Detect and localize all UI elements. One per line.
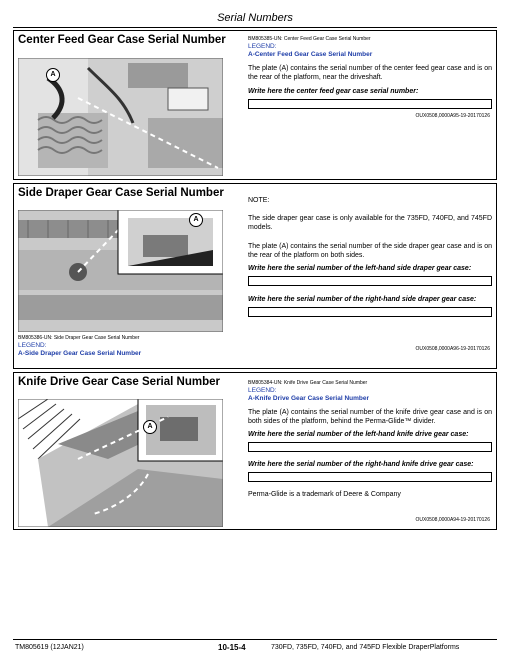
trademark-note: Perma-Glide is a trademark of Deere & Company [248, 491, 401, 498]
knife-drive-gear-case-image [18, 399, 223, 527]
right-serial-number-field[interactable] [248, 307, 492, 317]
write-prompt-right: Write here the serial number of the right-hand side draper gear case: [248, 296, 477, 303]
page-header [13, 8, 497, 28]
callout-a: A [46, 68, 60, 82]
write-prompt-left: Write here the serial number of the left-hand knife drive gear case: [248, 431, 469, 438]
legend-item: A-Knife Drive Gear Case Serial Number [248, 395, 370, 402]
legend-title: LEGEND: [18, 342, 47, 349]
figure-id: BM805384-UN: Knife Drive Gear Case Serial Number [248, 380, 368, 386]
reference-code: OUX0508,0000A94-19-20170126 [415, 517, 490, 523]
legend-title: LEGEND: [248, 387, 277, 394]
document-id: TM805619 (12JAN21) [15, 644, 84, 651]
reference-code: OUX0508,0000A95-19-20170126 [415, 113, 490, 119]
callout-a: A [143, 420, 157, 434]
write-prompt: Write here the center feed gear case serial number: [248, 88, 419, 95]
figure-id: BM805385-UN: Center Feed Gear Case Serial Number [248, 36, 371, 42]
section-title: Knife Drive Gear Case Serial Number [18, 376, 220, 388]
section-center-feed [13, 30, 497, 180]
section-knife-drive [13, 372, 497, 530]
write-prompt-left: Write here the serial number of the left-hand side draper gear case: [248, 265, 472, 272]
write-prompt-right: Write here the serial number of the right-hand knife drive gear case: [248, 461, 474, 468]
legend-item: A-Center Feed Gear Case Serial Number [248, 51, 373, 58]
legend-title: LEGEND: [248, 43, 277, 50]
footer-divider [13, 639, 497, 640]
figure-id: BM805386-UN: Side Draper Gear Case Serial Number [18, 335, 140, 341]
section-side-draper [13, 183, 497, 369]
left-serial-number-field[interactable] [248, 442, 492, 452]
body-text: The plate (A) contains the serial number of the center feed gear case and is on the rear of the platform, near the driveshaft. [248, 65, 492, 81]
note-label: NOTE: [248, 197, 270, 204]
serial-number-field[interactable] [248, 99, 492, 109]
right-serial-number-field[interactable] [248, 472, 492, 482]
callout-a: A [189, 213, 203, 227]
body-text: The plate (A) contains the serial number of the side draper gear case and is on the rear of the platform on both sides. [248, 243, 492, 259]
body-text: The plate (A) contains the serial number of the knife drive gear case and is on both sides of the platform, behind the Perma-Glide™ divider. [248, 409, 492, 425]
legend-item: A-Side Draper Gear Case Serial Number [18, 350, 142, 357]
center-feed-gear-case-image [18, 58, 223, 176]
page-number: 10-15-4 [218, 643, 246, 652]
left-serial-number-field[interactable] [248, 276, 492, 286]
note-text: The side draper gear case is only available for the 735FD, 740FD, and 745FD models. [248, 215, 492, 231]
reference-code: OUX0508,0000A96-19-20170126 [415, 346, 490, 352]
page-header-title: Serial Numbers [217, 12, 293, 24]
side-draper-gear-case-image [18, 210, 223, 332]
section-title: Side Draper Gear Case Serial Number [18, 187, 224, 199]
footer-models: 730FD, 735FD, 740FD, and 745FD Flexible DraperPlatforms [271, 644, 460, 651]
section-title: Center Feed Gear Case Serial Number [18, 34, 226, 46]
